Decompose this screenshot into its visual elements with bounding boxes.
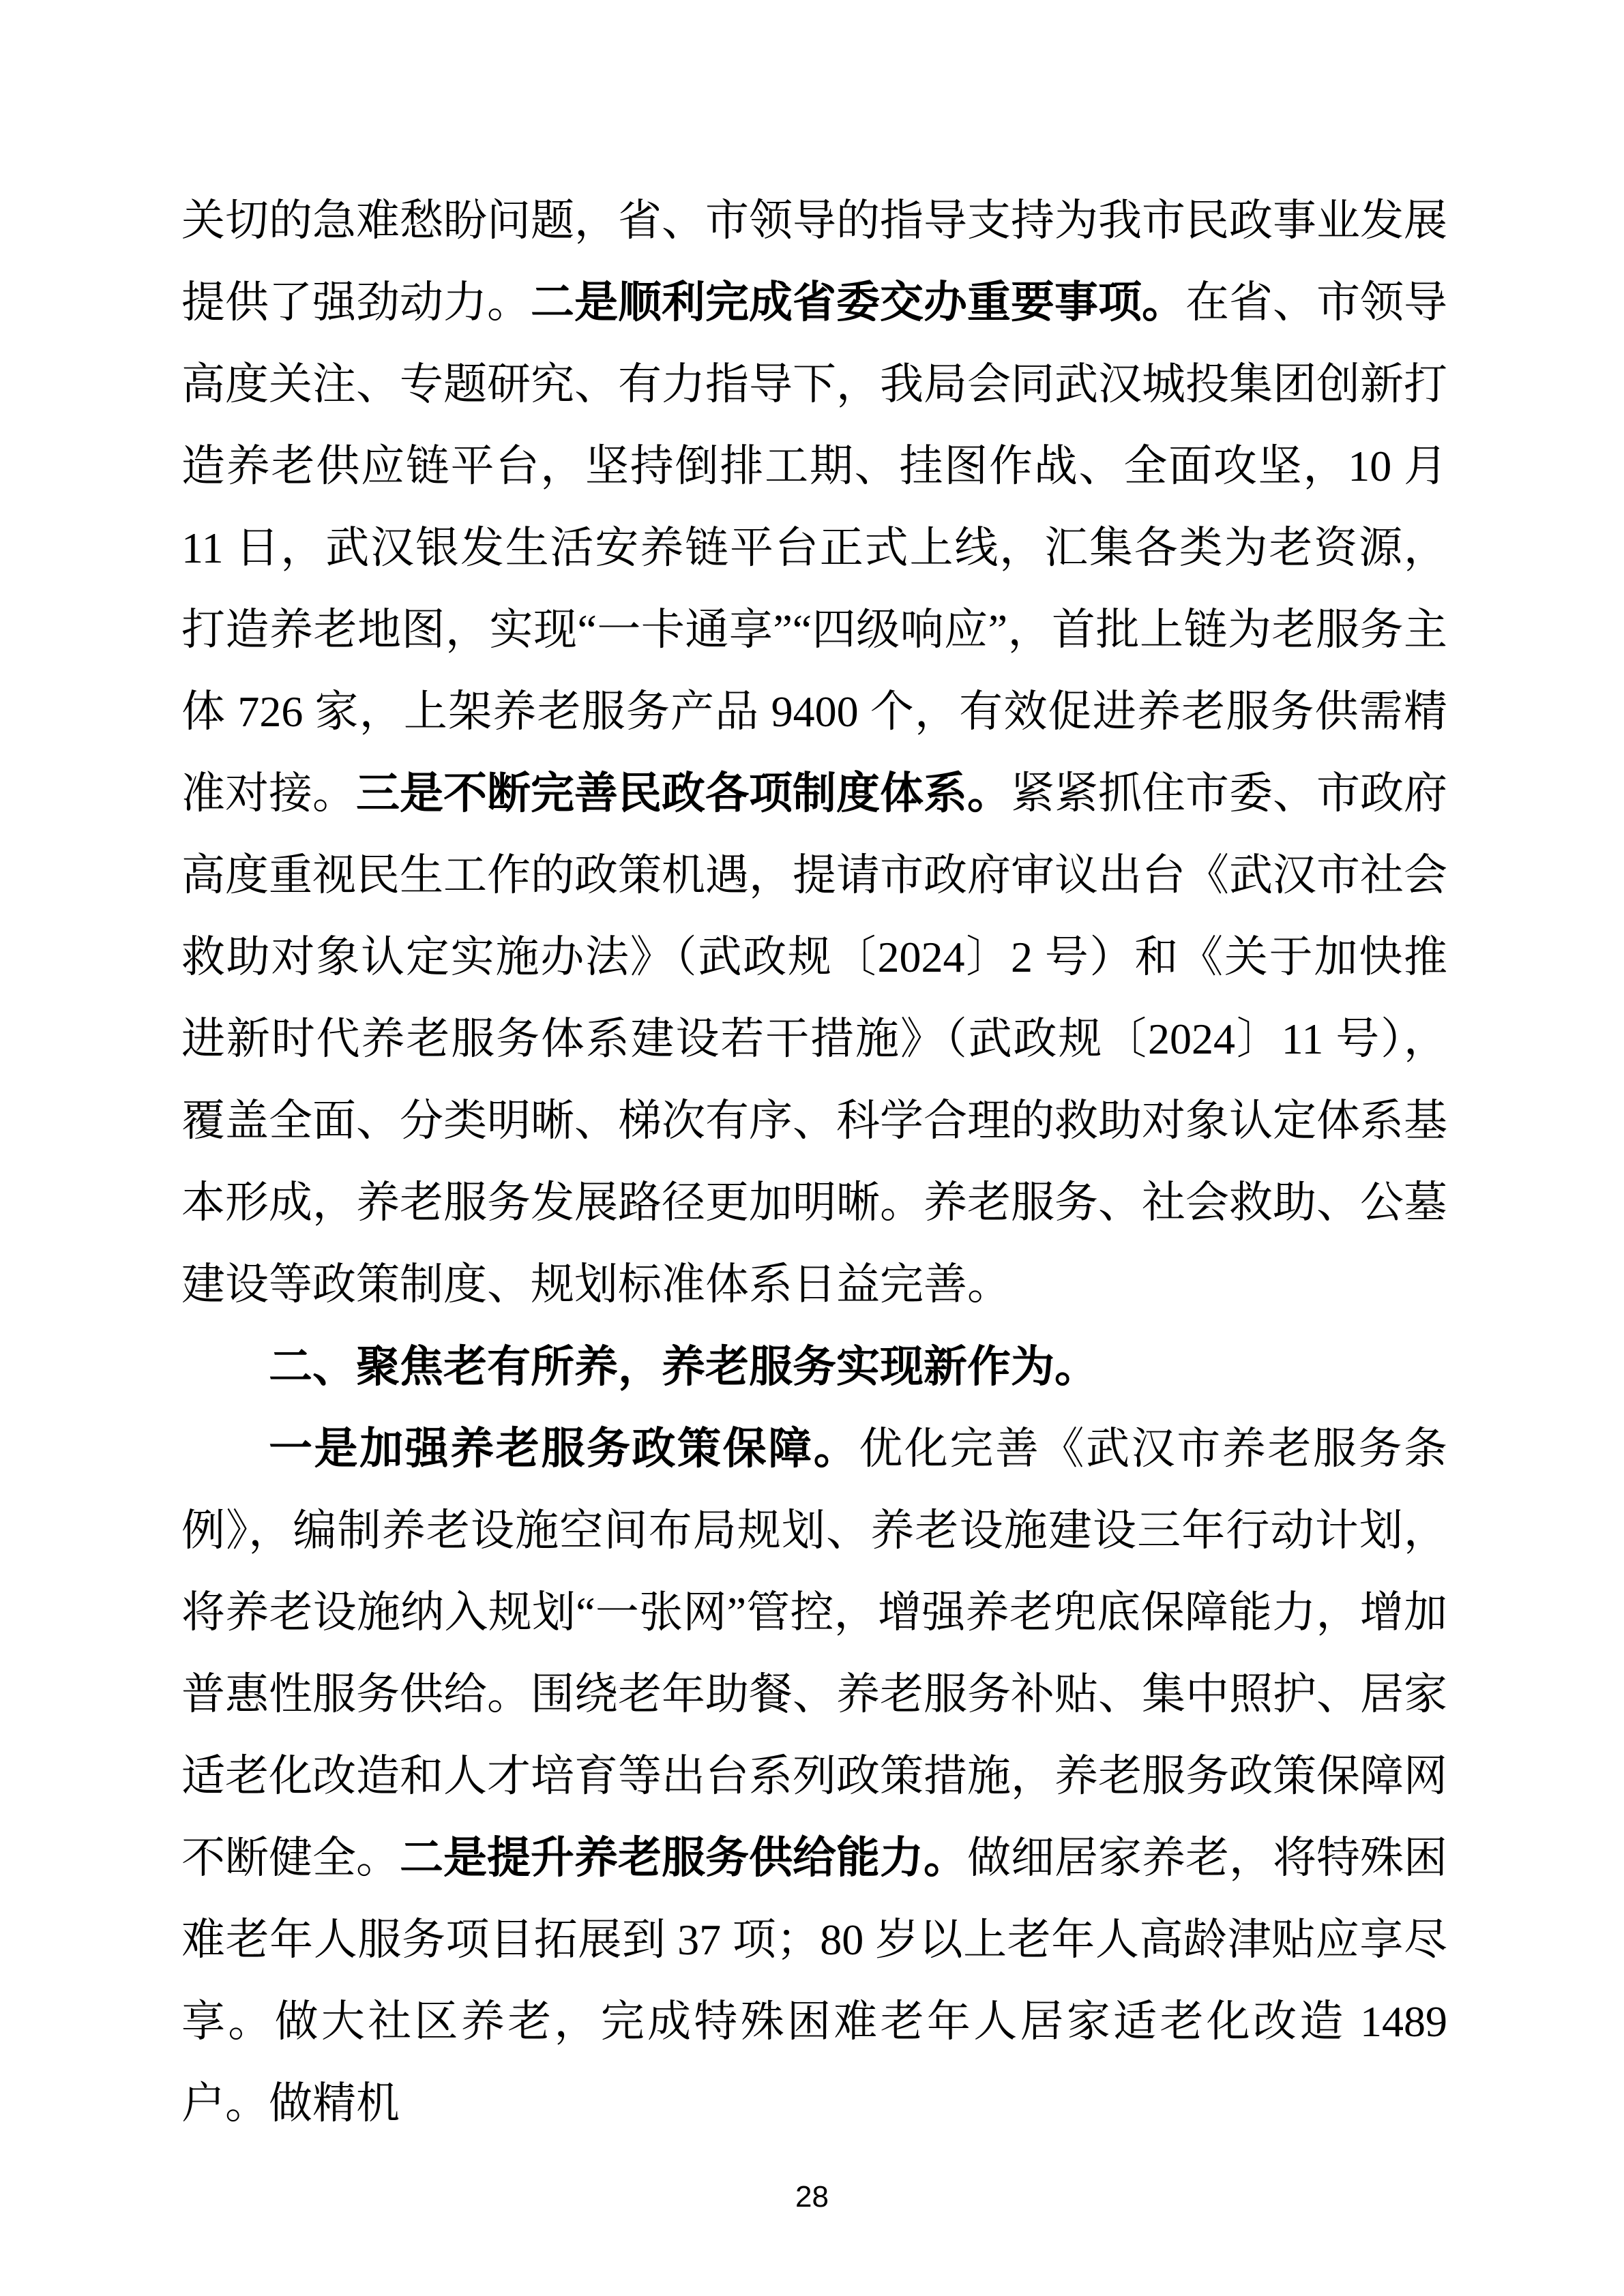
bold-text-segment: 二、聚焦老有所养，养老服务实现新作为。 <box>269 1342 1098 1391</box>
text-segment: 在省、市领导高度关注、专题研究、有力指导下，我局会同武汉城投集团创新打造养老供应链平台，坚持倒排工期、挂图作战、全面攻坚，10 月 11 日，武汉银发生活安养链平台正式上线，汇集各类为老资源，打造养老地图，实现“一卡通享”“四级响应”，首批上链为老服务主体 726 家，上架养老服务产品 9400 个，有效促进养老服务供需精准对接。 <box>181 278 1447 818</box>
section-heading <box>181 1326 1447 1408</box>
text-segment: 优化完善《武汉市养老服务条例》，编制养老设施空间布局规划、养老设施建设三年行动计划，将养老设施纳入规划“一张网”管控，增强养老兜底保障能力，增加普惠性服务供给。围绕老年助餐、养老服务补贴、集中照护、居家适老化改造和人才培育等出台系列政策措施，养老服务政策保障网不断健全。 <box>181 1425 1447 1882</box>
text-segment: 做细居家养老，将特殊困难老年人服务项目拓展到 37 项；80 岁以上老年人高龄津贴应享尽享。做大社区养老，完成特殊困难老年人居家适老化改造 1489 户。做精机 <box>181 1834 1447 2128</box>
text-segment: 紧紧抓住市委、市政府高度重视民生工作的政策机遇，提请市政府审议出台《武汉市社会救助对象认定实施办法》（武政规〔2024〕2 号）和《关于加快推进新时代养老服务体系建设若干措施》（武政规〔2024〕11 号），覆盖全面、分类明晰、梯次有序、科学合理的救助对象认定体系基本形成，养老服务发展路径更加明晰。养老服务、社会救助、公墓建设等政策制度、规划标准体系日益完善。 <box>181 769 1447 1309</box>
text-segment: 关切的急难愁盼问题，省、市领导的指导支持为我市民政事业发展提供了强劲动力。 <box>181 196 1447 327</box>
bold-text-segment: 三是不断完善民政各项制度体系。 <box>356 769 1011 818</box>
document-body <box>181 180 1447 2145</box>
bold-text-segment: 二是顺利完成省委交办重要事项。 <box>531 278 1185 327</box>
paragraph <box>181 180 1447 1326</box>
bold-text-segment: 二是提升养老服务供给能力。 <box>400 1834 967 1882</box>
paragraph <box>181 1408 1447 2145</box>
page-number: 28 <box>795 2180 829 2213</box>
bold-text-segment: 一是加强养老服务政策保障。 <box>269 1425 859 1473</box>
